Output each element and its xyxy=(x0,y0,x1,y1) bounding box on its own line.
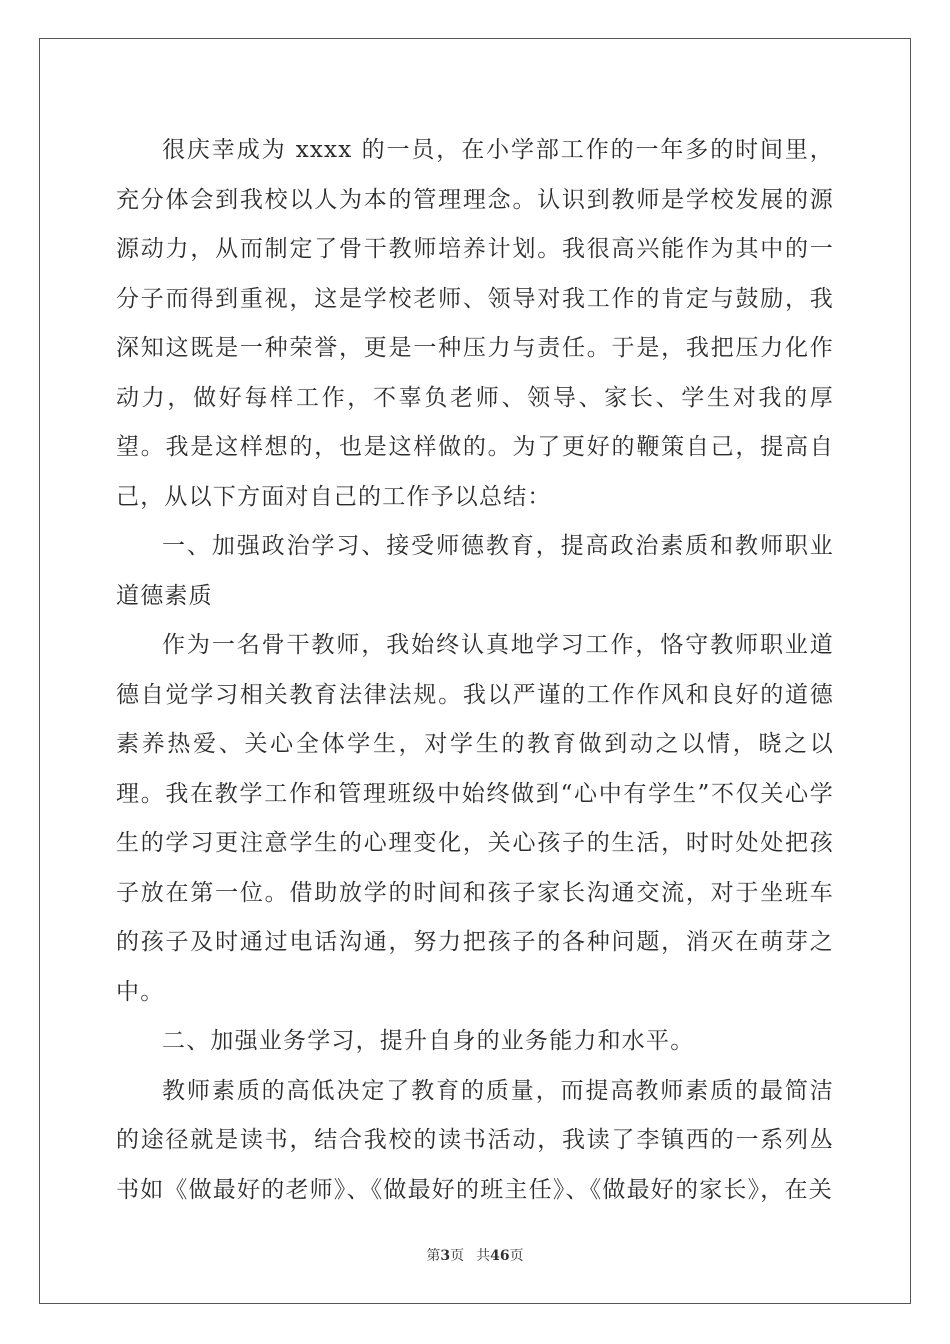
section-heading-1: 一、加强政治学习、接受师德教育，提高政治素质和教师职业道德素质 xyxy=(116,533,834,609)
total-page-count: 46 xyxy=(490,1248,510,1264)
page-unit: 页 xyxy=(450,1248,465,1264)
page-footer xyxy=(0,1245,950,1265)
paragraph-section-2: 教师素质的高低决定了教育的质量，而提高教师素质的最简洁的途径就是读书，结合我校的读书活动，我读了李镇西的一系列丛书如《做最好的老师》、《做最好的班主任》、《做最好的家长》，在关 xyxy=(116,1077,834,1203)
total-prefix: 共 xyxy=(476,1248,491,1264)
current-page-number: 3 xyxy=(440,1248,451,1264)
page-prefix: 第 xyxy=(426,1248,441,1264)
total-unit: 页 xyxy=(509,1248,524,1264)
paragraph-intro: 很庆幸成为 xxxx 的一员，在小学部工作的一年多的时间里，充分体会到我校以人为本的管理理念。认识到教师是学校发展的源源动力，从而制定了骨干教师培养计划。我很高兴能作为其中的一分子而得到重视，这是学校老师、领导对我工作的肯定与鼓励，我深知这既是一种荣誉，更是一种压力与责任。于是，我把压力化作动力，做好每样工作，不辜负老师、领导、家长、学生对我的厚望。我是这样想的，也是这样做的。为了更好的鞭策自己，提高自己，从以下方面对自己的工作予以总结： xyxy=(116,137,834,510)
paragraph-section-1: 作为一名骨干教师，我始终认真地学习工作，恪守教师职业道德自觉学习相关教育法律法规。我以严谨的工作作风和良好的道德素养热爱、关心全体学生，对学生的教育做到动之以情，晓之以理。我在教学工作和管理班级中始终做到“心中有学生”不仅关心学生的学习更注意学生的心理变化，关心孩子的生活，时时处处把孩子放在第一位。借助放学的时间和孩子家长沟通交流，对于坐班车的孩子及时通过电话沟通，努力把孩子的各种问题，消灭在萌芽之中。 xyxy=(116,632,834,1005)
section-heading-2: 二、加强业务学习，提升自身的业务能力和水平。 xyxy=(162,1028,695,1054)
document-body xyxy=(116,126,834,1215)
